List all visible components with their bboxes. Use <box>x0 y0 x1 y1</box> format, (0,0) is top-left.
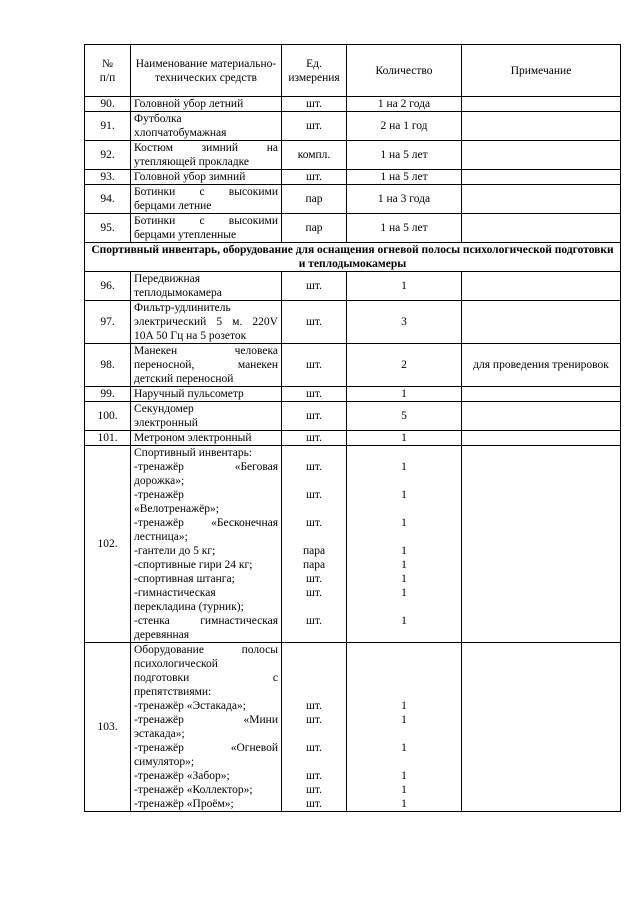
item-name-line: -стенка гимнастическая <box>134 615 278 627</box>
item-unit: шт. <box>282 301 347 344</box>
item-quantity-line <box>350 685 458 699</box>
item-note <box>462 272 621 301</box>
item-unit-line: шт. <box>306 573 322 585</box>
item-quantity: 1 <box>347 431 462 446</box>
table-body-equipment <box>85 272 621 446</box>
item-name-line: -тренажёр <box>134 489 184 501</box>
item-unit-line: шт. <box>306 489 322 501</box>
item-name-line: лестница»; <box>134 531 188 543</box>
item-unit-line: пара <box>302 559 326 571</box>
table-row <box>85 112 621 141</box>
item-note <box>462 387 621 402</box>
item-name-line: «Велотренажёр»; <box>134 503 219 515</box>
item-name-line: препятствиями: <box>134 686 212 698</box>
item-quantity-line <box>350 671 458 685</box>
item-note <box>462 643 621 812</box>
item-quantity-line <box>350 727 458 741</box>
item-quantity-line: 1 <box>401 545 407 557</box>
table-row <box>85 170 621 185</box>
item-name <box>131 170 282 185</box>
item-quantity-line: 1 <box>401 517 407 529</box>
item-number: 98. <box>85 344 131 387</box>
item-number: 94. <box>85 185 131 214</box>
item-unit: шт. <box>282 272 347 301</box>
item-number: 102. <box>85 446 131 643</box>
item-unit-line: шт. <box>306 784 322 796</box>
item-quantity-line: 1 <box>401 700 407 712</box>
table-row <box>85 185 621 214</box>
item-quantity-line: 1 <box>401 770 407 782</box>
table-row <box>85 272 621 301</box>
item-unit-line <box>285 600 343 614</box>
item-name-line: дорожка»; <box>134 475 185 487</box>
item-note: для проведения тренировок <box>462 344 621 387</box>
item-note <box>462 301 621 344</box>
item-name-line: Оборудование полосы <box>134 644 278 656</box>
item-name-line: Головной убор зимний <box>134 171 246 183</box>
item-quantity-line: 1 <box>401 461 407 473</box>
table-row <box>85 141 621 170</box>
section-row <box>85 243 621 272</box>
item-name-line: Футболка <box>134 113 182 125</box>
item-quantity-line: 1 <box>401 714 407 726</box>
item-name <box>131 431 282 446</box>
item-name-line: -тренажёр «Проём»; <box>134 798 234 810</box>
item-name <box>131 301 282 344</box>
item-name-line: переносной, манекен <box>134 359 278 371</box>
item-unit-line <box>285 643 343 657</box>
item-unit: шт. <box>282 402 347 431</box>
item-name-line: -тренажёр «Мини <box>134 714 278 726</box>
item-quantity-line <box>350 530 458 544</box>
item-name-line: симулятор»; <box>134 756 195 768</box>
item-quantity-line <box>350 628 458 642</box>
item-unit-line <box>285 530 343 544</box>
item-number: 90. <box>85 97 131 112</box>
item-quantity-line: 1 <box>401 489 407 501</box>
item-unit-line <box>285 502 343 516</box>
table-row <box>85 643 621 812</box>
table-row <box>85 387 621 402</box>
item-name <box>131 272 282 301</box>
item-note <box>462 112 621 141</box>
table-row <box>85 431 621 446</box>
item-unit-line: шт. <box>306 517 322 529</box>
item-name-line: Передвижная <box>134 273 201 285</box>
item-note <box>462 431 621 446</box>
item-unit: пар <box>282 185 347 214</box>
item-name-line: Наручный пульсометр <box>134 388 244 400</box>
item-quantity-line: 1 <box>401 559 407 571</box>
item-name-line: Ботинки с высокими <box>134 215 278 227</box>
item-number: 91. <box>85 112 131 141</box>
item-number: 96. <box>85 272 131 301</box>
item-name-line: подготовки с <box>134 672 278 684</box>
item-unit: шт. <box>282 431 347 446</box>
item-name-line: утепляющей прокладке <box>134 156 249 168</box>
item-note <box>462 214 621 243</box>
item-quantity: 1 на 5 лет <box>347 170 462 185</box>
table-section <box>85 243 621 272</box>
item-name-line: -тренажёр «Бесконечная <box>134 517 278 529</box>
item-number: 95. <box>85 214 131 243</box>
item-unit-line <box>285 628 343 642</box>
item-name <box>131 402 282 431</box>
item-quantity <box>347 446 462 643</box>
item-quantity-line <box>350 643 458 657</box>
item-name-line: -тренажёр «Забор»; <box>134 770 230 782</box>
table-body-clothing <box>85 97 621 243</box>
item-unit: шт. <box>282 170 347 185</box>
item-unit-line: шт. <box>306 700 322 712</box>
table-row <box>85 402 621 431</box>
item-number: 93. <box>85 170 131 185</box>
item-quantity-line <box>350 446 458 460</box>
item-name-line: -тренажёр «Коллектор»; <box>134 784 253 796</box>
item-quantity-line <box>350 502 458 516</box>
header-name: Наименование материально-технических средств <box>131 45 282 97</box>
item-unit-line: шт. <box>306 615 322 627</box>
item-unit: шт. <box>282 112 347 141</box>
item-quantity: 2 на 1 год <box>347 112 462 141</box>
item-name <box>131 214 282 243</box>
item-unit-line: шт. <box>306 461 322 473</box>
item-number: 103. <box>85 643 131 812</box>
item-unit <box>282 643 347 812</box>
item-unit: шт. <box>282 344 347 387</box>
item-quantity: 1 <box>347 387 462 402</box>
table-row <box>85 214 621 243</box>
item-number: 97. <box>85 301 131 344</box>
item-quantity-line <box>350 600 458 614</box>
table-header-row <box>85 45 621 97</box>
item-name-line: эстакада»; <box>134 728 185 740</box>
item-unit-line: пара <box>302 545 326 557</box>
item-name <box>131 344 282 387</box>
item-number: 92. <box>85 141 131 170</box>
item-name-line: психологической <box>134 658 218 670</box>
header-num: № п/п <box>85 45 131 97</box>
item-name-line: -тренажёр «Эстакада»; <box>134 700 246 712</box>
item-name-line: Метроном электронный <box>134 432 252 444</box>
item-name-line: 10A 50 Гц на 5 розеток <box>134 330 247 342</box>
item-quantity-line: 1 <box>401 798 407 810</box>
item-quantity: 3 <box>347 301 462 344</box>
item-name <box>131 97 282 112</box>
item-unit-line: шт. <box>306 798 322 810</box>
item-name <box>131 643 282 812</box>
item-number: 101. <box>85 431 131 446</box>
table-row <box>85 344 621 387</box>
item-name <box>131 387 282 402</box>
item-quantity-line <box>350 755 458 769</box>
item-name-line: -гантели до 5 кг; <box>134 545 216 557</box>
item-name-line: Головной убор летний <box>134 98 244 110</box>
item-note <box>462 97 621 112</box>
header-unit: Ед. измерения <box>282 45 347 97</box>
item-unit-line: шт. <box>306 714 322 726</box>
item-quantity-line: 1 <box>401 587 407 599</box>
item-name <box>131 446 282 643</box>
item-unit <box>282 446 347 643</box>
item-unit: пар <box>282 214 347 243</box>
item-unit-line <box>285 755 343 769</box>
item-quantity: 5 <box>347 402 462 431</box>
item-unit-line: шт. <box>306 587 322 599</box>
item-name-line: Фильтр-удлинитель <box>134 302 231 314</box>
item-unit-line <box>285 446 343 460</box>
item-quantity-line: 1 <box>401 573 407 585</box>
item-name-line: -спортивная штанга; <box>134 573 235 585</box>
item-name-line: -спортивные гири 24 кг; <box>134 559 253 571</box>
item-note <box>462 446 621 643</box>
item-quantity: 1 на 2 года <box>347 97 462 112</box>
item-name-line: Спортивный инвентарь: <box>134 447 253 459</box>
item-name-line: Костюм зимний на <box>134 142 278 154</box>
table-body-complex <box>85 446 621 812</box>
item-name-line: электрический 5 м. 220V <box>134 316 278 328</box>
table-row <box>85 97 621 112</box>
item-unit-line: шт. <box>306 742 322 754</box>
item-name <box>131 141 282 170</box>
item-quantity-line: 1 <box>401 784 407 796</box>
item-quantity-line: 1 <box>401 615 407 627</box>
section-title: Спортивный инвентарь, оборудование для оснащения огневой полосы психологической подготовки и теплодымокамеры <box>85 243 621 272</box>
item-quantity <box>347 643 462 812</box>
item-name-line: деревянная <box>134 629 190 641</box>
item-unit: шт. <box>282 97 347 112</box>
header-qty: Количество <box>347 45 462 97</box>
materials-table <box>84 44 621 812</box>
item-name <box>131 185 282 214</box>
item-name-line: Манекен человека <box>134 345 278 357</box>
item-name-line: перекладина (турник); <box>134 601 244 613</box>
item-quantity-line <box>350 474 458 488</box>
item-name-line: -тренажёр «Огневой <box>134 742 278 754</box>
item-name <box>131 112 282 141</box>
item-quantity: 1 на 5 лет <box>347 214 462 243</box>
item-unit-line <box>285 671 343 685</box>
item-unit-line <box>285 657 343 671</box>
item-name-line: теплодымокамера <box>134 287 222 299</box>
item-number: 99. <box>85 387 131 402</box>
item-name-line: берцами утепленные <box>134 229 237 241</box>
item-name-line: -тренажёр «Беговая <box>134 461 278 473</box>
item-note <box>462 402 621 431</box>
header-note: Примечание <box>462 45 621 97</box>
item-note <box>462 141 621 170</box>
item-number: 100. <box>85 402 131 431</box>
item-name-line: -гимнастическая <box>134 587 216 599</box>
item-name-line: детский переносной <box>134 373 234 385</box>
item-name-line: берцами летние <box>134 200 212 212</box>
item-quantity: 1 на 5 лет <box>347 141 462 170</box>
item-unit-line: шт. <box>306 770 322 782</box>
item-name-line: хлопчатобумажная <box>134 127 227 139</box>
item-unit-line <box>285 727 343 741</box>
item-note <box>462 170 621 185</box>
item-quantity: 1 на 3 года <box>347 185 462 214</box>
item-quantity-line: 1 <box>401 742 407 754</box>
table-row <box>85 301 621 344</box>
item-name-line: электронный <box>134 417 198 429</box>
item-name-line: Ботинки с высокими <box>134 186 278 198</box>
item-note <box>462 185 621 214</box>
item-quantity: 1 <box>347 272 462 301</box>
table-row <box>85 446 621 643</box>
item-unit: шт. <box>282 387 347 402</box>
item-name-line: Секундомер <box>134 403 194 415</box>
item-quantity-line <box>350 657 458 671</box>
item-unit-line <box>285 685 343 699</box>
item-quantity: 2 <box>347 344 462 387</box>
item-unit: компл. <box>282 141 347 170</box>
item-unit-line <box>285 474 343 488</box>
